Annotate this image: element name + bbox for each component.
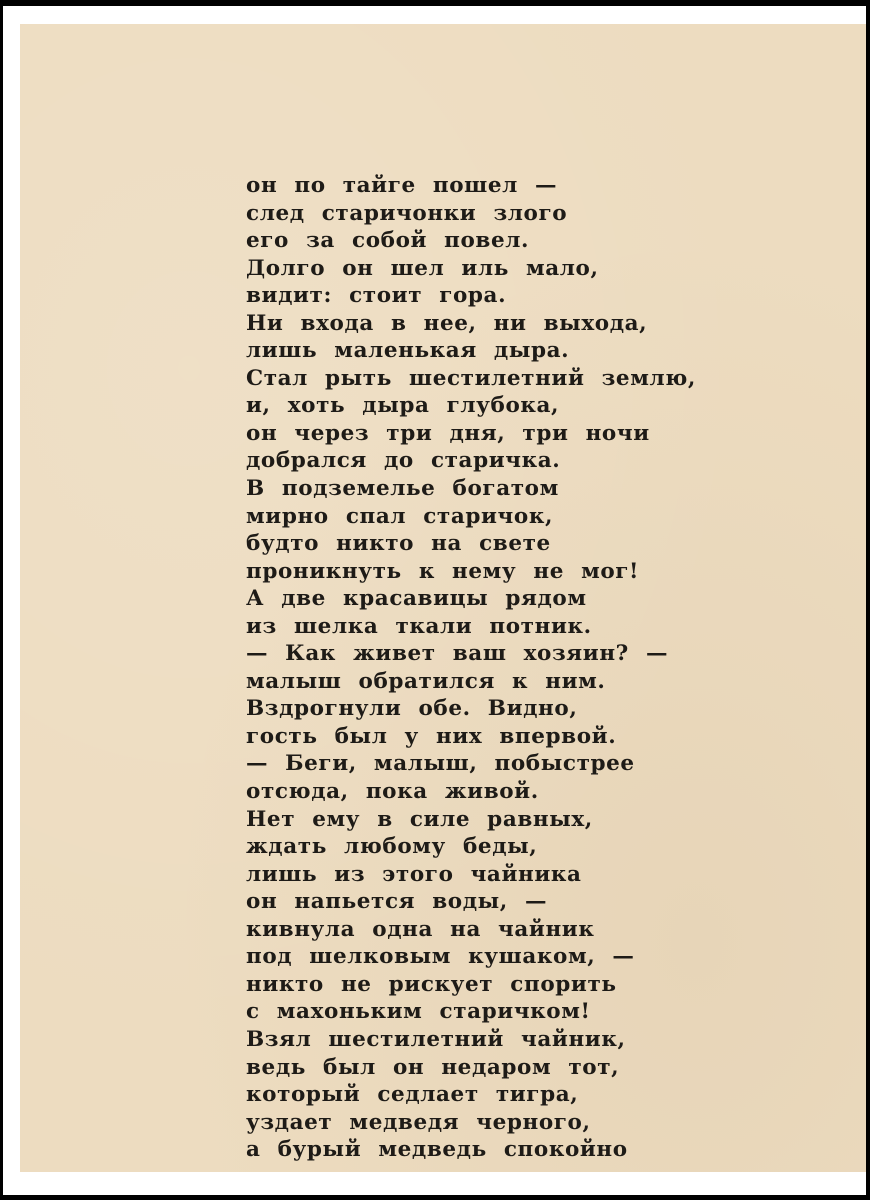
- poem-line: малыш обратился к ним.: [246, 668, 606, 694]
- poem-line: и, хоть дыра глубока,: [246, 393, 560, 419]
- poem-line: его за собой повел.: [246, 228, 530, 254]
- poem-line: видит: стоит гора.: [246, 283, 507, 309]
- poem-line: никто не рискует спорить: [246, 971, 617, 997]
- poem-line: Нет ему в силе равных,: [246, 806, 593, 832]
- poem-line: он по тайге пошел —: [246, 173, 558, 198]
- poem-line: ждать любому беды,: [246, 834, 538, 860]
- poem-line: ведь был он недаром тот,: [246, 1054, 620, 1080]
- poem-line: из шелка ткали потник.: [246, 613, 592, 639]
- poem-line: — Беги, малыш, побыстрее: [246, 751, 635, 777]
- poem-line: мирно спал старичок,: [246, 503, 554, 529]
- poem-line: который седлает тигра,: [246, 1082, 579, 1108]
- poem-line: — Как живет ваш хозяин? —: [246, 641, 669, 667]
- poem-text: [246, 172, 696, 1164]
- poem-line: проникнуть к нему не мог!: [246, 558, 640, 584]
- poem-line: Вздрогнули обе. Видно,: [246, 696, 578, 722]
- poem-line: будто никто на свете: [246, 531, 551, 557]
- book-page: [20, 24, 866, 1172]
- poem-line: лишь маленькая дыра.: [246, 338, 570, 364]
- poem-line: Долго он шел иль мало,: [246, 255, 599, 281]
- poem-line: А две красавицы рядом: [246, 586, 587, 612]
- poem-line: гость был у них впервой.: [246, 723, 617, 749]
- poem-line: след старичонки злого: [246, 200, 568, 226]
- poem-line: кивнула одна на чайник: [246, 916, 595, 942]
- poem-line: уздает медведя черного,: [246, 1109, 591, 1135]
- poem-line: он через три дня, три ночи: [246, 420, 650, 446]
- poem-line: он напьется воды, —: [246, 889, 548, 915]
- poem-line: с махоньким старичком!: [246, 999, 591, 1025]
- poem-line: Взял шестилетний чайник,: [246, 1026, 626, 1052]
- poem-line: отсюда, пока живой.: [246, 779, 539, 805]
- poem-line: Ни входа в нее, ни выхода,: [246, 310, 648, 336]
- poem-line: Стал рыть шестилетний землю,: [246, 365, 696, 391]
- poem-line: В подземелье богатом: [246, 476, 559, 502]
- poem-line: под шелковым кушаком, —: [246, 944, 635, 970]
- poem-line: добрался до старичка.: [246, 448, 561, 474]
- poem-line: лишь из этого чайника: [246, 861, 582, 887]
- poem-line: а бурый медведь спокойно: [246, 1137, 628, 1163]
